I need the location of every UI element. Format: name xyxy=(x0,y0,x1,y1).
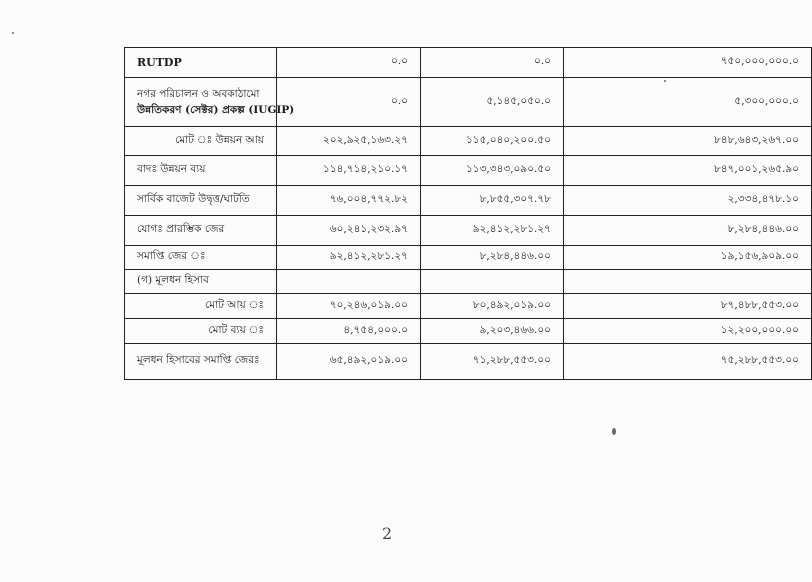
value-cell xyxy=(564,270,812,294)
value-cell: ৭১,২৮৮,৫৫৩.০০ xyxy=(421,344,564,380)
value-cell: ৮৭,৪৮৮,৫৫৩.০০ xyxy=(564,294,812,319)
row-label: সমাপ্তি জের ঃ xyxy=(125,246,277,270)
row-label: বাদঃ উন্নয়ন ব্যয় xyxy=(125,156,277,186)
row-label: মোট আয় ঃ xyxy=(125,294,277,319)
value-cell: ১৯,১৫৬,৯০৯.০০ xyxy=(564,246,812,270)
value-cell: ২০২,৯২৫,১৬৩.২৭ xyxy=(277,127,421,156)
value-cell: ৯,২০৩,৪৬৬.০০ xyxy=(421,319,564,344)
page-number: 2 xyxy=(382,524,393,543)
row-label: সার্বিক বাজেট উদ্বৃত্ত/ঘাটতি xyxy=(125,186,277,216)
value-cell: ৭৫০,০০০,০০০.০ xyxy=(564,48,812,78)
value-cell: ৮,২৮৪,৪৪৬.০০ xyxy=(564,216,812,246)
budget-table xyxy=(124,47,812,380)
value-cell: ০.০ xyxy=(421,48,564,78)
row-label-line: উন্নতিকরণ (সেক্টর) প্রকল্প (IUGIP) xyxy=(137,104,295,116)
value-cell: ৪,৭৫৪,০০০.০ xyxy=(277,319,421,344)
table-row xyxy=(125,186,812,216)
value-cell: ৫,১৪৫,০৫০.০ xyxy=(421,78,564,127)
scan-speck xyxy=(664,80,666,82)
table-row xyxy=(125,294,812,319)
value-cell: ১১৪,৭১৪,২১০.১৭ xyxy=(277,156,421,186)
value-cell: ৮,২৮৪,৪৪৬.০০ xyxy=(421,246,564,270)
value-cell xyxy=(421,270,564,294)
value-cell: ৯২,৪১২,২৮১.২৭ xyxy=(277,246,421,270)
row-label: মূলধন হিসাবের সমাপ্তি জেরঃ xyxy=(125,344,277,380)
value-cell: ৬৫,৪৯২,০১৯.০০ xyxy=(277,344,421,380)
value-cell: ৯২,৪১২,২৮১.২৭ xyxy=(421,216,564,246)
section-heading: (গ) মূলধন হিসাব xyxy=(125,270,277,294)
value-cell: ৮,৮৫৫,৩০৭.৭৮ xyxy=(421,186,564,216)
value-cell: ৭৬,০০৪,৭৭২.৮২ xyxy=(277,186,421,216)
value-cell: ১১৩,৩৪৩,০৯০.৫০ xyxy=(421,156,564,186)
value-cell: ৮৪৮,৬৪৩,২৬৭.০০ xyxy=(564,127,812,156)
value-cell: ৮০,৪৯২,০১৯.০০ xyxy=(421,294,564,319)
table-row xyxy=(125,216,812,246)
value-cell: ৬০,২৪১,২৩২.৯৭ xyxy=(277,216,421,246)
value-cell: ৫,৩০০,০০০.০ xyxy=(564,78,812,127)
table-row xyxy=(125,319,812,344)
row-label: মোট ব্যয় ঃ xyxy=(125,319,277,344)
table-row xyxy=(125,344,812,380)
row-label xyxy=(125,78,295,127)
value-cell: ৭০,২৪৬,০১৯.০০ xyxy=(277,294,421,319)
row-label: মোট ঃ উন্নয়ন আয় xyxy=(125,127,277,156)
scan-speck xyxy=(12,32,14,34)
table-row xyxy=(125,270,812,294)
value-cell xyxy=(277,270,421,294)
table-row xyxy=(125,156,812,186)
table-row xyxy=(125,127,812,156)
value-cell: ১১৫,০৪০,২০০.৫০ xyxy=(421,127,564,156)
value-cell: ১২,২০০,০০০.০০ xyxy=(564,319,812,344)
value-cell: ৭৫,২৮৮,৫৫৩.০০ xyxy=(564,344,812,380)
table-row xyxy=(125,246,812,270)
row-label-line: নগর পরিচালন ও অবকাঠামো xyxy=(137,88,260,100)
scan-speck xyxy=(612,428,616,435)
value-cell: ০.০ xyxy=(277,78,421,127)
value-cell: ২,৩৩৪,৪৭৮.১০ xyxy=(564,186,812,216)
row-label: যোগঃ প্রারম্ভিক জের xyxy=(125,216,277,246)
row-label: RUTDP xyxy=(125,48,277,78)
table-row xyxy=(125,78,812,127)
value-cell: ০.০ xyxy=(277,48,421,78)
table-row xyxy=(125,48,812,78)
value-cell: ৮৪৭,০০১,২৬৫.৯০ xyxy=(564,156,812,186)
